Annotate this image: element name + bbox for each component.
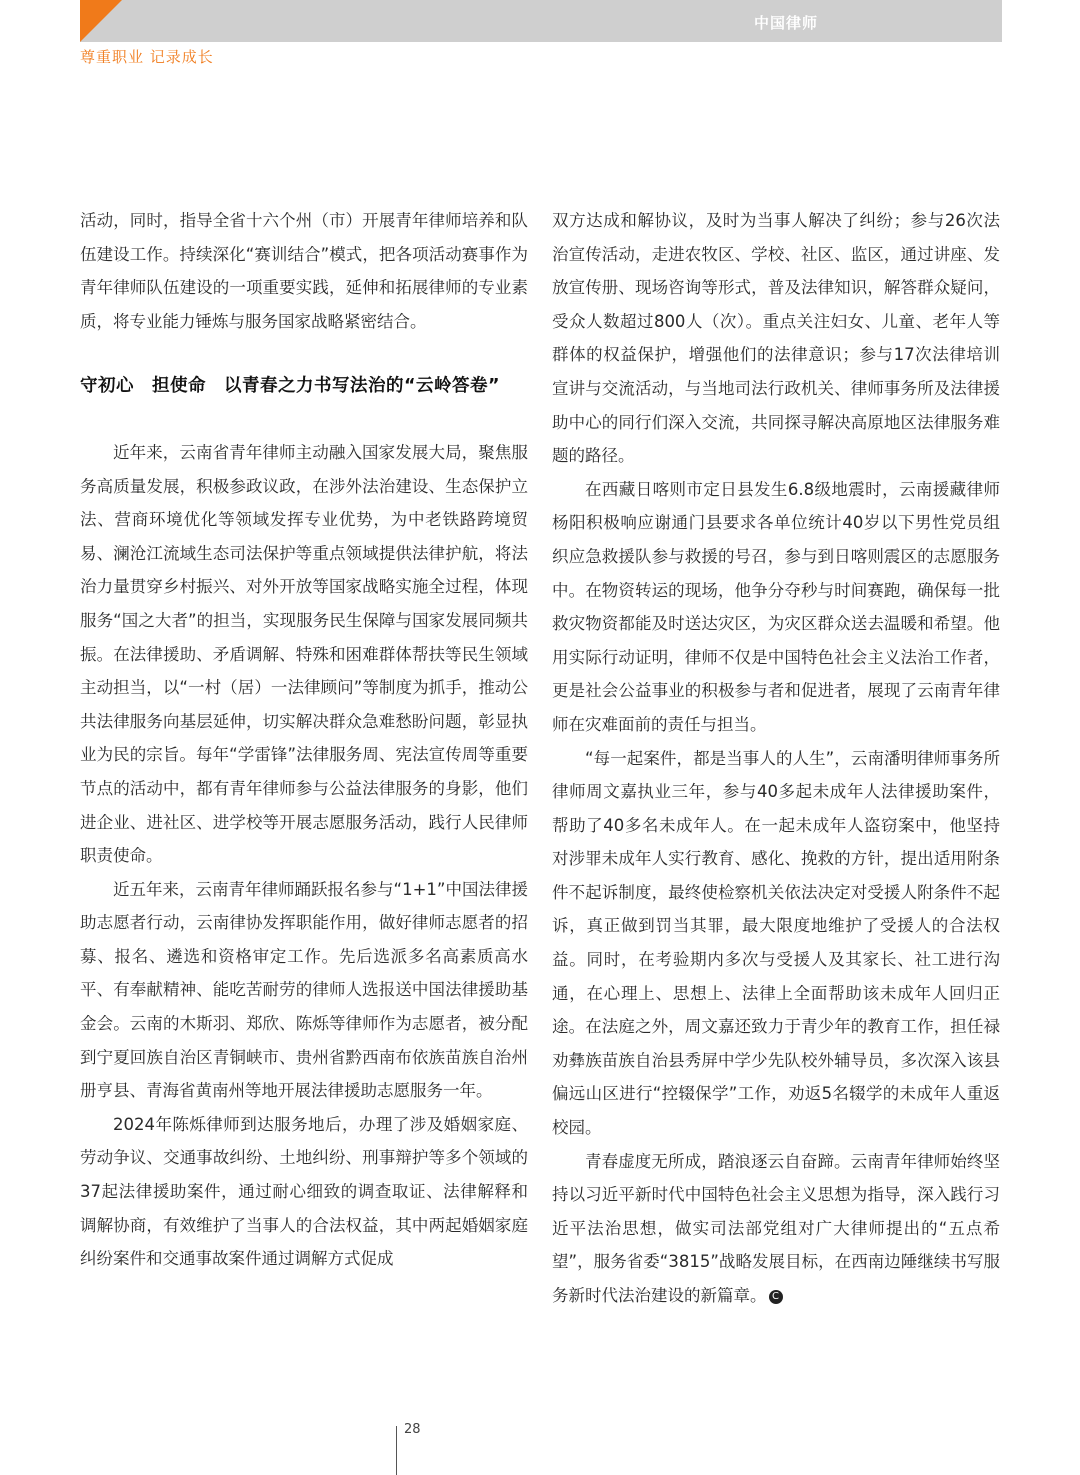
paragraph-text: 青春虚度无所成，踏浪逐云自奋蹄。云南青年律师始终坚持以习近平新时代中国特色社会主义思想为指导，深入践行习近平法治思想，做实司法部党组对广大律师提出的“五点希望”，服务省委“3815”战略发展目标，在西南边陲继续书写服务新时代法治建设的新篇章。	[552, 1151, 1000, 1305]
paragraph: 近五年来，云南青年律师踊跃报名参与“1+1”中国法律援助志愿者行动，云南律协发挥职能作用，做好律师志愿者的招募、报名、遴选和资格审定工作。先后选派多名高素质高水平、有奉献精神、能吃苦耐劳的律师人选报送中国法律援助基金会。云南的木斯羽、郑欣、陈烁等律师作为志愿者，被分配到宁夏回族自治区青铜峡市、贵州省黔西南布依族苗族自治州册亨县、青海省黄南州等地开展法律援助志愿服务一年。	[80, 879, 528, 1101]
paragraph: 2024年陈烁律师到达服务地后，办理了涉及婚姻家庭、劳动争议、交通事故纠纷、土地纠纷、刑事辩护等多个领域的37起法律援助案件，通过耐心细致的调查取证、法律解释和调解协商，有效维护了当事人的合法权益，其中两起婚姻家庭纠纷案件和交通事故案件通过调解方式促成	[80, 1114, 528, 1269]
masthead-logo: 中国律师	[753, 14, 818, 32]
paragraph: 双方达成和解协议，及时为当事人解决了纠纷；参与26次法治宣传活动，走进农牧区、学校、社区、监区，通过讲座、发放宣传册、现场咨询等形式，普及法律知识，解答群众疑问，受众人数超过800人（次）。重点关注妇女、儿童、老年人等群体的权益保护，增强他们的法律意识；参与17次法律培训宣讲与交流活动，与当地司法行政机关、律师事务所及法律援助中心的同行们深入交流，共同探寻解决高原地区法律服务难题的路径。	[552, 211, 1000, 466]
left-column	[80, 204, 528, 1276]
footer-divider	[396, 1426, 397, 1475]
right-column	[552, 204, 1000, 1313]
paragraph: “每一起案件，都是当事人的人生”，云南潘明律师事务所律师周文嘉执业三年，参与40多起未成年人法律援助案件，帮助了40多名未成年人。在一起未成年人盗窃案中，他坚持对涉罪未成年人实行教育、感化、挽救的方针，提出适用附条件不起诉制度，最终使检察机关依法决定对受援人附条件不起诉，真正做到罚当其罪，最大限度地维护了受援人的合法权益。同时，在考验期内多次与受援人及其家长、社工进行沟通，在心理上、思想上、法律上全面帮助该未成年人回归正途。在法庭之外，周文嘉还致力于青少年的教育工作，担任禄劝彝族苗族自治县秀屏中学少先队校外辅导员，多次深入该县偏远山区进行“控辍保学”工作，劝返5名辍学的未成年人重返校园。	[552, 748, 1000, 1138]
section-heading: 守初心 担使命 以青春之力书写法治的“云岭答卷”	[80, 376, 501, 397]
header-bar	[80, 0, 1002, 42]
tagline: 尊重职业 记录成长	[80, 48, 214, 66]
paragraph: 在西藏日喀则市定日县发生6.8级地震时，云南援藏律师杨阳积极响应谢通门县要求各单位统计40岁以下男性党员组织应急救援队参与救援的号召，参与到日喀则震区的志愿服务中。在物资转运的现场，他争分夺秒与时间赛跑，确保每一批救灾物资都能及时送达灾区，为灾区群众送去温暖和希望。他用实际行动证明，律师不仅是中国特色社会主义法治工作者，更是社会公益事业的积极参与者和促进者，展现了云南青年律师在灾难面前的责任与担当。	[552, 479, 1000, 734]
page-number: 28	[404, 1422, 421, 1437]
header-accent-corner	[80, 0, 122, 42]
paragraph	[552, 1145, 1000, 1313]
paragraph: 活动，同时，指导全省十六个州（市）开展青年律师培养和队伍建设工作。持续深化“赛训结合”模式，把各项活动赛事作为青年律师队伍建设的一项重要实践，延伸和拓展律师的专业素质，将专业能力锤炼与服务国家战略紧密结合。	[80, 211, 528, 331]
paragraph: 近年来，云南省青年律师主动融入国家发展大局，聚焦服务高质量发展，积极参政议政，在涉外法治建设、生态保护立法、营商环境优化等领域发挥专业优势，为中老铁路跨境贸易、澜沧江流域生态司法保护等重点领域提供法律护航，将法治力量贯穿乡村振兴、对外开放等国家战略实施全过程，体现服务“国之大者”的担当，实现服务民生保障与国家发展同频共振。在法律援助、矛盾调解、特殊和困难群体帮扶等民生领域主动担当，以“一村（居）一法律顾问”等制度为抓手，推动公共法律服务向基层延伸，切实解决群众急难愁盼问题，彰显执业为民的宗旨。每年“学雷锋”法律服务周、宪法宣传周等重要节点的活动中，都有青年律师参与公益法律服务的身影，他们进企业、进社区、进学校等开展志愿服务活动，践行人民律师职责使命。	[80, 442, 528, 866]
end-mark-icon: C	[769, 1290, 783, 1304]
